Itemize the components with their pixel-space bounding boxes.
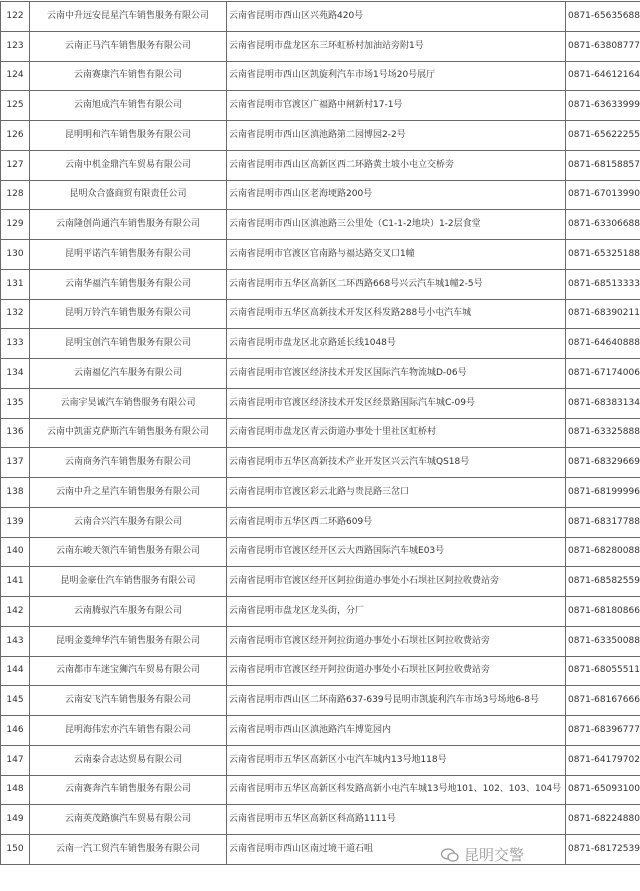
company-address: 云南省昆明市西山区二环南路637-639号昆明市凯旋利汽车市场3号场地6-8号	[227, 686, 566, 716]
table-row	[1, 359, 640, 389]
company-address: 云南省昆明市官渡区经开区云大西路国际汽车城E03号	[227, 537, 566, 567]
company-phone: 0871-67174006	[566, 359, 640, 389]
company-phone: 0871-63808777	[566, 31, 640, 61]
dealer-table-body	[1, 2, 640, 865]
row-number: 135	[1, 388, 30, 418]
table-row	[1, 329, 640, 359]
row-number: 150	[1, 835, 30, 865]
row-number: 129	[1, 210, 30, 240]
company-address: 云南省昆明市五华区高新区科高路1111号	[227, 805, 566, 835]
row-number: 136	[1, 418, 30, 448]
company-address: 云南省昆明市西山区滇池路三公里处（C1-1-2地块）1-2层食堂	[227, 210, 566, 240]
company-address: 云南省昆明市西山区滇池路第二园博园2-2号	[227, 121, 566, 151]
company-name: 云南东峻天领汽车销售服务有限公司	[30, 537, 227, 567]
company-name: 云南旭成汽车销售有限公司	[30, 91, 227, 121]
company-name: 昆明明和汽车销售服务有限公司	[30, 121, 227, 151]
company-phone: 0871-68055511	[566, 656, 640, 686]
company-name: 云南福亿汽车服务有限公司	[30, 359, 227, 389]
company-address: 云南省昆明市西山区凯旋利汽车市场1号场20号展厅	[227, 61, 566, 91]
dealer-table	[0, 1, 640, 865]
company-address: 云南省昆明市盘龙区北京路延长线1048号	[227, 329, 566, 359]
company-name: 云南商务汽车销售服务有限公司	[30, 448, 227, 478]
row-number: 128	[1, 180, 30, 210]
row-number: 147	[1, 745, 30, 775]
company-phone: 0871-68582559	[566, 567, 640, 597]
company-address: 云南省昆明市西山区兴苑路420号	[227, 2, 566, 32]
row-number: 123	[1, 31, 30, 61]
company-phone: 0871-64179702	[566, 745, 640, 775]
row-number: 133	[1, 329, 30, 359]
row-number: 127	[1, 150, 30, 180]
company-phone: 0871-68390211	[566, 299, 640, 329]
company-address: 云南省昆明市官渡区经济技术开发区国际汽车物流城D-06号	[227, 359, 566, 389]
row-number: 148	[1, 775, 30, 805]
company-address: 云南省昆明市官渡区彩云北路与贵昆路三岔口	[227, 478, 566, 508]
company-name: 昆明海伟宏亦汽车销售有限公司	[30, 716, 227, 746]
table-row	[1, 507, 640, 537]
wechat-icon	[440, 847, 460, 863]
company-address: 云南省昆明市五华区高新区科发路高新小屯汽车城13号地101、102、103、104号	[227, 775, 566, 805]
row-number: 122	[1, 2, 30, 32]
row-number: 142	[1, 597, 30, 627]
company-address: 云南省昆明市五华区高新区小屯汽车城内13号地118号	[227, 745, 566, 775]
row-number: 137	[1, 448, 30, 478]
row-number: 140	[1, 537, 30, 567]
company-address: 云南省昆明市官渡区经开阿拉街道办事处小石坝社区阿拉收费站旁	[227, 656, 566, 686]
row-number: 143	[1, 626, 30, 656]
table-row	[1, 61, 640, 91]
company-phone: 0871-63350088	[566, 626, 640, 656]
company-phone: 0871-68513333	[566, 269, 640, 299]
table-row	[1, 805, 640, 835]
company-name: 云南华福汽车销售服务有限公司	[30, 269, 227, 299]
company-phone: 0871-64612164	[566, 61, 640, 91]
company-address: 云南省昆明市官渡区经济技术开发区经景路国际汽车城C-09号	[227, 388, 566, 418]
company-phone: 0871-67013990	[566, 180, 640, 210]
company-phone: 0871-63306688	[566, 210, 640, 240]
company-phone: 0871-68172539	[566, 835, 640, 865]
table-row	[1, 478, 640, 508]
table-row	[1, 626, 640, 656]
row-number: 144	[1, 656, 30, 686]
company-phone: 0871-68199996	[566, 478, 640, 508]
company-address: 云南省昆明市盘龙区青云街道办事处十里社区虹桥村	[227, 418, 566, 448]
table-row	[1, 299, 640, 329]
company-phone: 0871-68383134	[566, 388, 640, 418]
company-address: 云南省昆明市五华区高新区二环西路668号兴云汽车城1幢2-5号	[227, 269, 566, 299]
company-phone: 0871-68317788	[566, 507, 640, 537]
table-row	[1, 686, 640, 716]
company-phone: 0871-65622255	[566, 121, 640, 151]
table-row	[1, 656, 640, 686]
table-row	[1, 31, 640, 61]
table-row	[1, 567, 640, 597]
company-name: 云南赛康汽车销售有限公司	[30, 61, 227, 91]
row-number: 130	[1, 240, 30, 270]
table-row	[1, 150, 640, 180]
company-name: 昆明平诺汽车销售服务有限公司	[30, 240, 227, 270]
company-address: 云南省昆明市盘龙区龙头街，分厂	[227, 597, 566, 627]
row-number: 132	[1, 299, 30, 329]
company-phone: 0871-68280088	[566, 537, 640, 567]
company-phone: 0871-65325188	[566, 240, 640, 270]
table-row	[1, 745, 640, 775]
company-name: 昆明宝创汽车销售服务有限公司	[30, 329, 227, 359]
company-name: 昆明万铃汽车销售服务有限公司	[30, 299, 227, 329]
company-address: 云南省昆明市官渡区广福路中闸新村17-1号	[227, 91, 566, 121]
company-name: 云南都市车迷宝狮汽车贸易有限公司	[30, 656, 227, 686]
company-name: 云南正马汽车销售服务有限公司	[30, 31, 227, 61]
company-address: 云南省昆明市西山区高新区西二环路黄土坡小屯立交桥旁	[227, 150, 566, 180]
company-phone: 0871-65635688	[566, 2, 640, 32]
company-name: 昆明金菱绅华汽车销售服务有限公司	[30, 626, 227, 656]
row-number: 125	[1, 91, 30, 121]
company-name: 云南合兴汽车服务有限公司	[30, 507, 227, 537]
row-number: 141	[1, 567, 30, 597]
company-phone: 0871-68158857	[566, 150, 640, 180]
company-name: 云南中升远安昆星汽车销售服务有限公司	[30, 2, 227, 32]
table-row	[1, 388, 640, 418]
company-address: 云南省昆明市西山区南过境干道石咀	[227, 835, 566, 865]
company-address: 云南省昆明市西山区滇池路汽车博览园内	[227, 716, 566, 746]
company-address: 云南省昆明市五华区高新技术产业开发区兴云汽车城QS18号	[227, 448, 566, 478]
company-phone: 0871-68396777	[566, 716, 640, 746]
row-number: 146	[1, 716, 30, 746]
company-name: 昆明金豪仕汽车销售服务有限公司	[30, 567, 227, 597]
table-row	[1, 210, 640, 240]
company-name: 云南安飞汽车销售服务有限公司	[30, 686, 227, 716]
company-phone: 0871-68167666	[566, 686, 640, 716]
company-address: 云南省昆明市盘龙区东三环虹桥村加油站旁附1号	[227, 31, 566, 61]
table-row	[1, 91, 640, 121]
table-row	[1, 597, 640, 627]
row-number: 139	[1, 507, 30, 537]
company-address: 云南省昆明市官渡区经开区阿拉街道办事处小石坝社区阿拉收费站旁	[227, 567, 566, 597]
row-number: 145	[1, 686, 30, 716]
company-name: 云南中凯雷克萨斯汽车销售服务有限公司	[30, 418, 227, 448]
row-number: 124	[1, 61, 30, 91]
company-address: 云南省昆明市西山区老海埂路200号	[227, 180, 566, 210]
row-number: 149	[1, 805, 30, 835]
company-phone: 0871-68224880	[566, 805, 640, 835]
company-address: 云南省昆明市官渡区经开阿拉街道办事处小石坝社区阿拉收费站旁	[227, 626, 566, 656]
company-phone: 0871-68180866	[566, 597, 640, 627]
company-name: 云南隆创尚通汽车销售服务有限公司	[30, 210, 227, 240]
table-row	[1, 269, 640, 299]
company-name: 云南一汽工贸汽车销售服务有限公司	[30, 835, 227, 865]
company-phone: 0871-64640888	[566, 329, 640, 359]
company-name: 云南腾驭汽车服务有限公司	[30, 597, 227, 627]
row-number: 126	[1, 121, 30, 151]
company-name: 云南宇昊诚汽车销售服务有限公司	[30, 388, 227, 418]
row-number: 131	[1, 269, 30, 299]
table-row	[1, 180, 640, 210]
company-phone: 0871-63633999	[566, 91, 640, 121]
company-name: 昆明众合盛商贸有限责任公司	[30, 180, 227, 210]
company-name: 云南英茂路旗汽车贸易有限公司	[30, 805, 227, 835]
table-row	[1, 716, 640, 746]
company-name: 云南中机金鼎汽车贸易有限公司	[30, 150, 227, 180]
table-row	[1, 121, 640, 151]
table-row	[1, 537, 640, 567]
table-row	[1, 835, 640, 865]
row-number: 138	[1, 478, 30, 508]
table-row	[1, 240, 640, 270]
watermark-text: 昆明交警	[464, 846, 525, 864]
company-address: 云南省昆明市五华区高新技术开发区科发路288号小屯汽车城	[227, 299, 566, 329]
table-row	[1, 418, 640, 448]
company-name: 云南泰合志达贸易有限公司	[30, 745, 227, 775]
company-address: 云南省昆明市官渡区官南路与福达路交叉口1幢	[227, 240, 566, 270]
table-row	[1, 448, 640, 478]
company-name: 云南赛奔汽车销售服务有限公司	[30, 775, 227, 805]
company-address: 云南省昆明市五华区西二环路609号	[227, 507, 566, 537]
table-row	[1, 775, 640, 805]
company-phone: 0871-68329669	[566, 448, 640, 478]
row-number: 134	[1, 359, 30, 389]
company-phone: 0871-63325888	[566, 418, 640, 448]
table-row	[1, 2, 640, 32]
company-phone: 0871-65093100	[566, 775, 640, 805]
watermark	[440, 847, 524, 863]
company-name: 云南中升之星汽车销售服务有限公司	[30, 478, 227, 508]
